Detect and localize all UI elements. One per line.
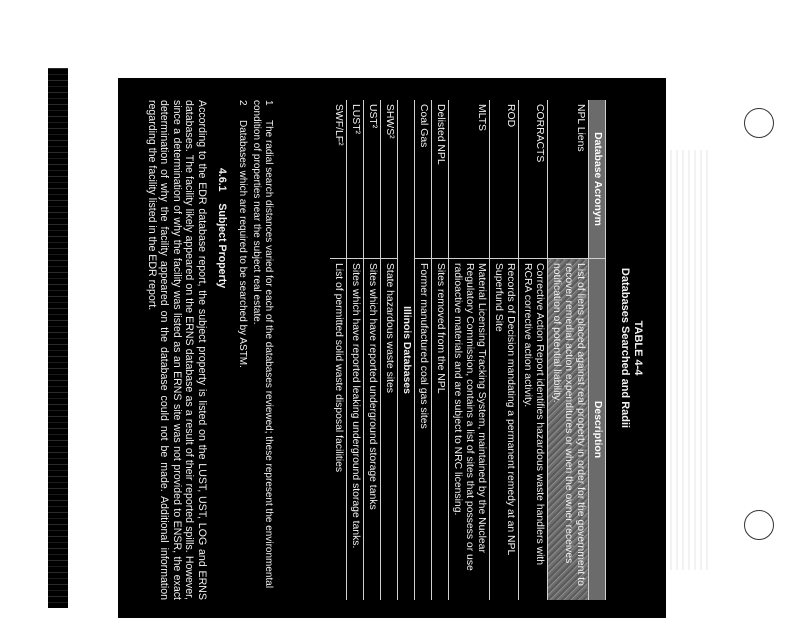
row-acronym: LUST² (347, 100, 364, 259)
row-description: Records of Decision mandating a permanent remedy at an NPL Superfund Site (490, 259, 519, 601)
state-section-heading: Illinois Databases (398, 100, 415, 600)
table-header-row (589, 100, 606, 600)
row-acronym: Coal Gas (415, 100, 432, 259)
subsection-title: Subject Property (216, 203, 228, 289)
table-row (548, 100, 589, 600)
row-description: Corrective Action Report identifies hazardous waste handlers with RCRA corrective action activity. (519, 259, 548, 601)
table-row (381, 100, 398, 600)
row-description: Sites removed from the NPL (432, 259, 449, 601)
row-description: List of permitted solid waste disposal facilities (330, 259, 347, 601)
binder-hole-bottom (744, 510, 774, 540)
table-row (415, 100, 432, 600)
databases-table (330, 100, 606, 600)
footnote-mark: 2 (237, 100, 248, 106)
footnote-text: The radial search distances varied for each of the databases reviewed; these represent the environmental condition of properties near the subject real estate. (251, 100, 274, 589)
table-row (449, 100, 490, 600)
row-description: Sites which have reported leaking underground storage tanks. (347, 259, 364, 601)
table-title: Databases Searched and Radii (619, 267, 631, 429)
row-description: Former manufactured coal gas sites (415, 259, 432, 601)
row-acronym: SHWS² (381, 100, 398, 259)
scanned-page (118, 78, 666, 618)
table-row (364, 100, 381, 600)
subsection-number: 4.6.1 (216, 168, 228, 192)
subsection-heading (216, 168, 228, 288)
scan-bleed-through (670, 150, 710, 570)
row-description: List of liens placed against real property in order for the government to recover remedial action expenditures or when the owner receives notification of potential liability. (548, 259, 589, 601)
row-acronym: Delisted NPL (432, 100, 449, 259)
row-description: State hazardous waste sites (381, 259, 398, 601)
row-acronym: UST² (364, 100, 381, 259)
table-row (432, 100, 449, 600)
footnote-text: Databases which are required to be searched by ASTM. (237, 120, 248, 368)
table-row (347, 100, 364, 600)
row-description: Sites which have reported underground storage tanks (364, 259, 381, 601)
row-acronym: CORRACTS (519, 100, 548, 259)
table-caption (618, 78, 644, 618)
footnote-mark: 1 (263, 100, 274, 106)
table-number: TABLE 4-4 (632, 320, 644, 376)
rotated-page-content (118, 78, 666, 618)
scan-edge-bar (48, 68, 68, 608)
table-row (490, 100, 519, 600)
table-footnotes (234, 100, 274, 600)
header-acronym: Database Acronym (589, 100, 606, 259)
body-paragraph: According to the EDR database report, the subject property is listed on the LUST, UST, LOG and ERNS databases. The facility likely appeared on the ERNS database as a result of their reported spills. However, since a determination of why the facility was listed as an ERNS site was not provided to ENSR, the exact determination of why the facility appeared on the database could not be made. Additional information regarding the facility listed in the EDR report. (145, 100, 208, 600)
header-description: Description (589, 259, 606, 601)
binder-hole-top (744, 108, 774, 138)
row-acronym: NPL Liens (548, 100, 589, 259)
table-section-row (398, 100, 415, 600)
footnote (250, 100, 274, 600)
footnote (236, 100, 248, 600)
row-description: Material Licensing Tracking System, maintained by the Nuclear Regulatory Commission, contains a list of sites that possess or use radioactive materials and are subject to NRC licensing. (449, 259, 490, 601)
table-row (330, 100, 347, 600)
row-acronym: ROD (490, 100, 519, 259)
table-row (519, 100, 548, 600)
row-acronym: MLTS (449, 100, 490, 259)
row-acronym: SWF/LF² (330, 100, 347, 259)
